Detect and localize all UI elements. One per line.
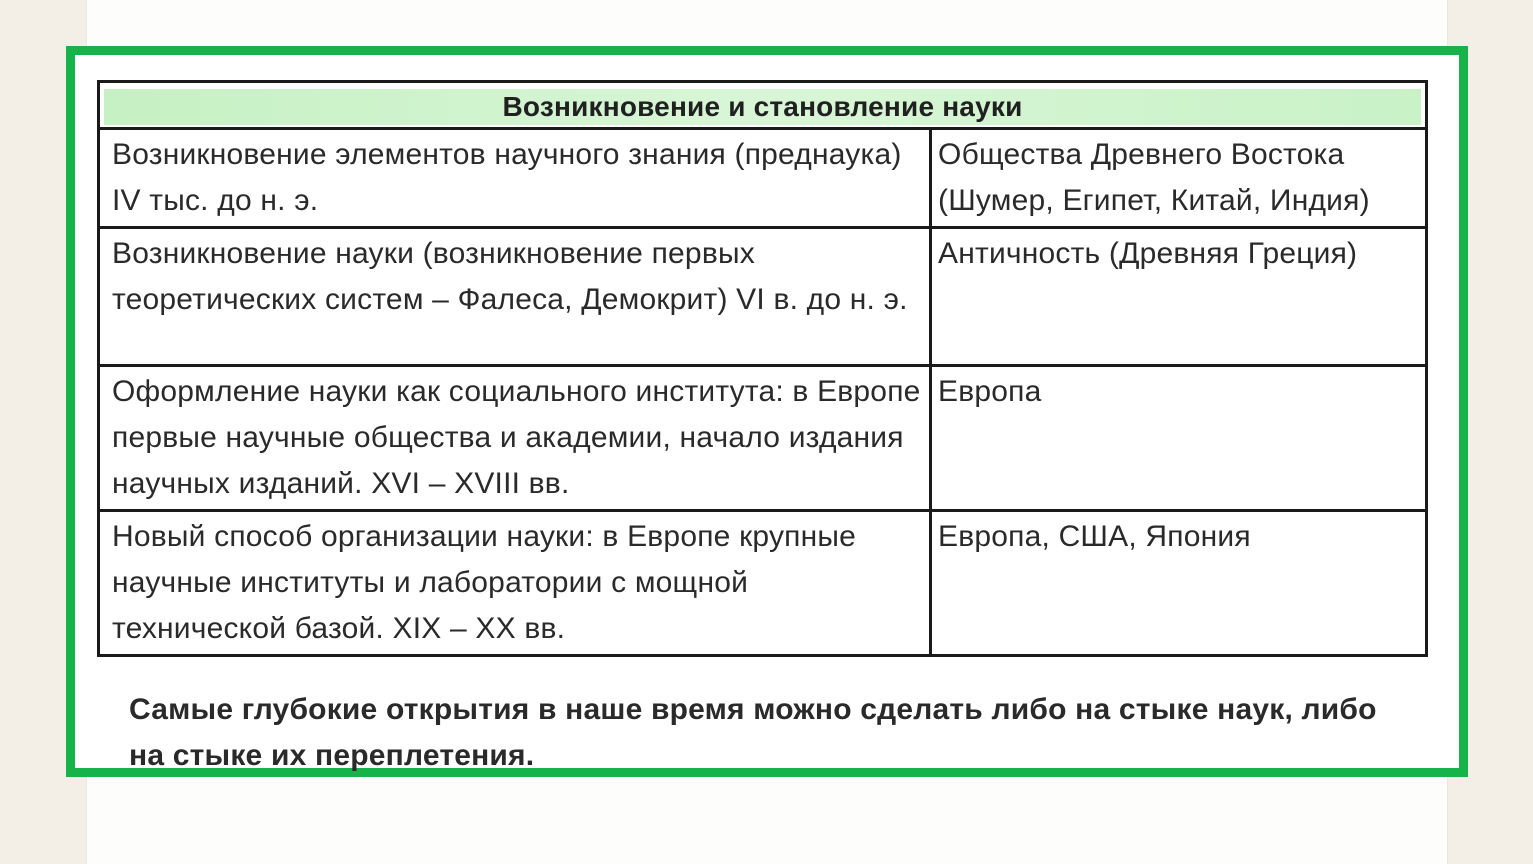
footer-quote: Самые глубокие открытия в наше время можно сделать либо на стыке наук, либо на стыке их переплетения. [129,693,1377,772]
place-cell: Европа [931,366,1427,511]
event-cell: Оформление науки как социального института: в Европе первые научные общества и академии, начало издания научных изданий. XVI – XVIII вв. [99,366,931,511]
event-cell: Возникновение элементов научного знания (преднаука) IV тыс. до н. э. [99,129,931,228]
table-row [99,366,1427,511]
slide-frame [66,46,1468,777]
table-row [99,129,1427,228]
place-cell: Общества Древнего Востока (Шумер, Египет, Китай, Индия) [931,129,1427,228]
event-cell: Возникновение науки (возникновение первых теоретических систем – Фалеса, Демокрит) VI в. до н. э. [99,228,931,366]
place-cell: Античность (Древняя Греция) [931,228,1427,366]
table-row [99,228,1427,366]
place-cell: Европа, США, Япония [931,511,1427,656]
science-history-table [97,80,1428,657]
table-row [99,511,1427,656]
event-cell: Новый способ организации науки: в Европе крупные научные институты и лаборатории с мощной технической базой. XIX – XX вв. [99,511,931,656]
table-title: Возникновение и становление науки [104,89,1421,125]
table-title-cell [99,82,1427,129]
